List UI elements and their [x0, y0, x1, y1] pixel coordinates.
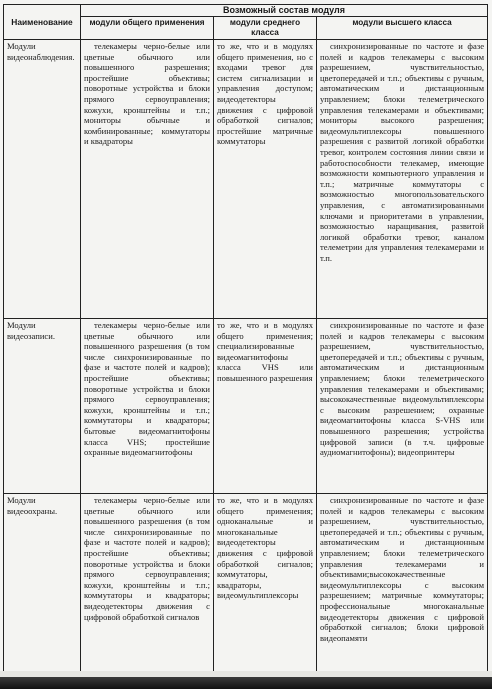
cell-general	[81, 494, 214, 681]
cell-text: телекамеры черно-белые или цветные обычного или повышенного разрешения; простейшие объективы; поворотные устройства и блоки прямого сервоуправления; кожухи, кронштейны и т.п.; мониторы обычные и комбинированные; коммутаторы и квадраторы	[84, 41, 210, 147]
cell-text: то же, что и в модулях общего применения; одноканальные и многоканальные видеодетекторы движения с цифровой обработкой сигналов; коммутаторы, квадраторы, видеомультиплексоры	[217, 495, 313, 601]
cell-text: то же, что и в модулях общего применения; специализированные видеомагнитофоны класса VHS или повышенного разрешения	[217, 320, 313, 383]
row-name: Модули видеозаписи.	[4, 319, 81, 494]
cell-high	[317, 319, 488, 494]
table-row	[4, 40, 488, 319]
scan-edge	[0, 677, 492, 689]
row-name: Модули видеонаблюдения.	[4, 40, 81, 319]
cell-middle	[214, 40, 317, 319]
cell-text: то же, что и в модулях общего применения, но с входами тревог для систем сигнализации и управления доступом; видеодетекторы движения с цифровой обработкой сигналов; простейшие матричные коммутаторы	[217, 41, 313, 147]
cell-high	[317, 40, 488, 319]
cell-high	[317, 494, 488, 681]
table-row	[4, 494, 488, 681]
table-row	[4, 319, 488, 494]
module-composition-table	[3, 4, 488, 681]
header-group: Возможный состав модуля	[81, 5, 488, 17]
row-name: Модули видеоохраны.	[4, 494, 81, 681]
header-high: модули высшего класса	[317, 17, 488, 40]
cell-text: синхронизированные по частоте и фазе полей и кадров телекамеры с высоким разрешением, чувствительностью, цветопередачей и т.п.; объективы с ручным, автоматическим и дистанционным управлением; блоки телеметрического управления телекамерами и объективами; высококачественные видеомультиплексоры с высоким разрешением; охранные видеомагнитофоны класса S-VHS или повышенного разрешения; устройства цифровой записи (в т.ч. цифровые аудиомагнитофоны); видеопринтеры	[320, 320, 485, 458]
cell-text: синхронизированные по частоте и фазе полей и кадров телекамеры с высоким разрешением, чувствительностью, цветопередачей и т.п.; объективы с ручным, автоматическим и дистанционным управлением; блоки телеметрического управления телекамерами и объективами;высококачественные видеомультиплексоры с высоким разрешением; матричные коммутаторы; профессиональные многоканальные видеодетекторы движения с цифровой обработкой сигналов; блоки цифровой видеопамяти	[320, 495, 485, 643]
cell-general	[81, 40, 214, 319]
cell-middle	[214, 319, 317, 494]
header-general: модули общего применения	[81, 17, 214, 40]
cell-text: синхронизированные по частоте и фазе полей и кадров телекамеры с высоким разрешением, чувствительностью, цветопередачей и т.п.; объективы с ручным, автоматическим и дистанционным управлением; блоки телеметрического управления телекамерами и объективами; мониторы высокого разрешения; видеомультиплексоры повышенного разрешения с развитой логикой обработки тревог, контролем состояния линии связи и работоспособности телекамер, имеющие возможности компьютерного управления и т.п.; матричные коммутаторы с возможностью многопользовательского управления, с автоматизированными ключами и приоритетами в управлении, возможностью наращивания, развитой логикой обработки тревог, каналом телеметрии для управления телекамерами и т.п.	[320, 41, 485, 263]
cell-text: телекамеры черно-белые или цветные обычного или повышенного разрешения (в том числе синхронизированные по фазе и частоте полей и кадров); простейшие объективы; поворотные устройства и блоки прямого сервоуправления; кожухи, кронштейны и т.п.; коммутаторы и квадраторы; бытовые видеомагнитофоны класса VHS; простейшие охранные видеомагнитофоны	[84, 320, 210, 458]
header-name: Наименование	[4, 5, 81, 40]
cell-middle	[214, 494, 317, 681]
header-middle: модули среднего класса	[214, 17, 317, 40]
cell-general	[81, 319, 214, 494]
cell-text: телекамеры черно-белые или цветные обычного или повышенного разрешения (в том числе синхронизированные по фазе и частоте полей и кадров); простейшие объективы; поворотные устройства и блоки прямого сервоуправления; кожухи, кронштейны и т.п.; коммутаторы и квадраторы; видеодетекторы движения с цифровой обработкой сигналов	[84, 495, 210, 622]
